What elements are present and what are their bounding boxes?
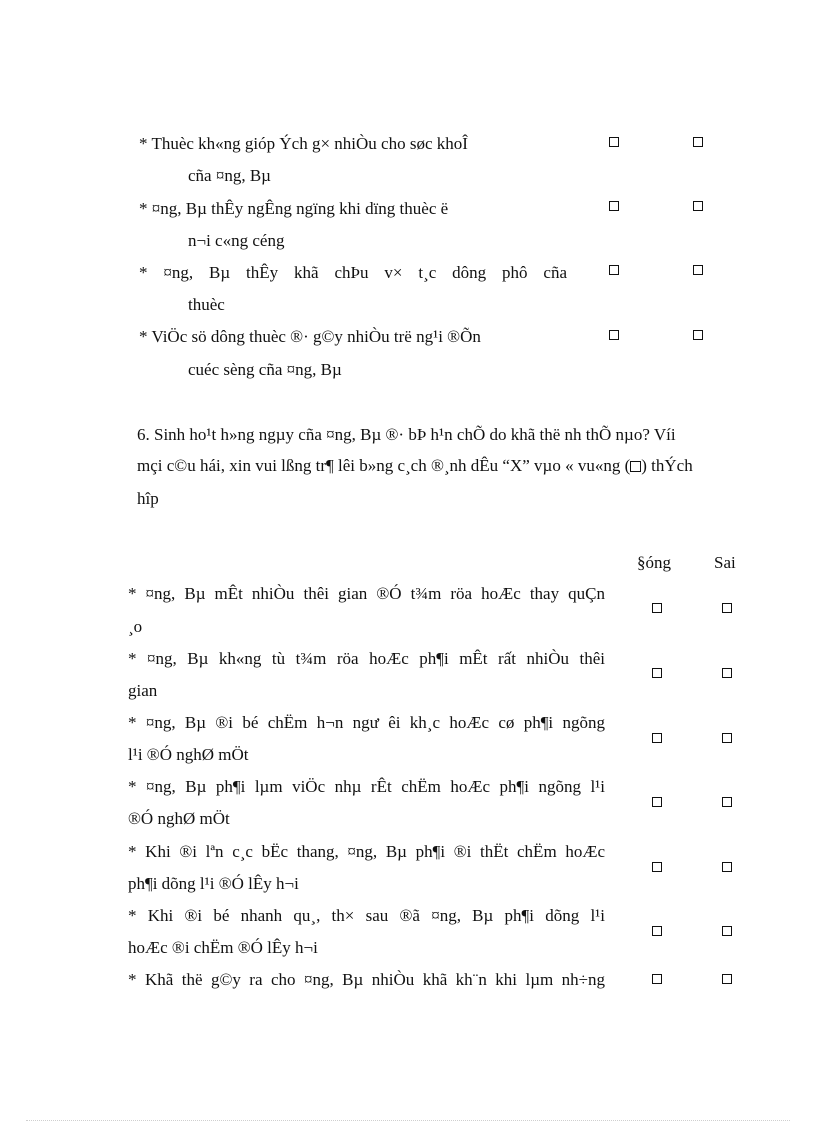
page-bottom-divider: [26, 1120, 790, 1121]
item-b2-line2: gian: [128, 681, 158, 700]
checkbox-a1-true[interactable]: [609, 137, 619, 147]
checkbox-b3-false[interactable]: [722, 733, 732, 743]
checkbox-b4-false[interactable]: [722, 797, 732, 807]
item-b7-line1: * Khã thë g©y ra cho ¤ng, Bµ nhiÒu khã kh¨n khi lµm nh÷ng: [128, 970, 605, 989]
item-b2-line1: * ¤ng, Bµ kh«ng tù t¾m röa hoÆc ph¶i mÊt rất nhiÒu thêi: [128, 649, 605, 668]
checkbox-a4-true[interactable]: [609, 330, 619, 340]
checkbox-b5-false[interactable]: [722, 862, 732, 872]
checkbox-a3-false[interactable]: [693, 265, 703, 275]
item-a2-line2: n¬i c«ng céng: [188, 231, 285, 250]
checkbox-a4-false[interactable]: [693, 330, 703, 340]
checkbox-a2-false[interactable]: [693, 201, 703, 211]
checkbox-b2-false[interactable]: [722, 668, 732, 678]
checkbox-b7-false[interactable]: [722, 974, 732, 984]
question6-line2: [137, 456, 693, 476]
item-a1-line2: cña ¤ng, Bµ: [188, 166, 271, 185]
item-a4-line2: cuéc sèng cña ¤ng, Bµ: [188, 360, 342, 379]
item-a3-line1: * ¤ng, Bµ thÊy khã chÞu v× t¸c dông phô cña: [139, 263, 567, 282]
item-b1-line1: * ¤ng, Bµ mÊt nhiÒu thêi gian ®Ó t¾m röa hoÆc thay quÇn: [128, 584, 605, 603]
item-b3-line2: l¹i ®Ó nghØ mÖt: [128, 745, 249, 764]
checkbox-a3-true[interactable]: [609, 265, 619, 275]
checkbox-b1-true[interactable]: [652, 603, 662, 613]
item-b6-line2: hoÆc ®i chËm ®Ó lÊy h¬i: [128, 938, 318, 957]
item-a4-line1: * ViÖc sö dông thuèc ®· g©y nhiÒu trë ng¹i ®Õn: [139, 327, 481, 346]
item-b5-line1: * Khi ®i lªn c¸c bËc thang, ¤ng, Bµ ph¶i ®i thËt chËm hoÆc: [128, 842, 605, 861]
checkbox-a1-false[interactable]: [693, 137, 703, 147]
item-b4-line1: * ¤ng, Bµ ph¶i lµm viÖc nhµ rÊt chËm hoÆc ph¶i ngõng l¹i: [128, 777, 605, 796]
question6-line2-after: ) thÝch: [641, 456, 693, 475]
checkbox-b7-true[interactable]: [652, 974, 662, 984]
item-a1-line1: * Thuèc kh«ng gióp Ých g× nhiÒu cho søc khoÎ: [139, 134, 468, 153]
item-b4-line2: ®Ó nghØ mÖt: [128, 809, 230, 828]
checkbox-example-icon: [630, 461, 641, 472]
question6-line2-before: mçi c©u hái, xin vui lßng tr¶ lêi b»ng c¸ch ®¸nh dÊu “X” vµo « vu«ng (: [137, 456, 631, 475]
item-a3-line2: thuèc: [188, 295, 225, 314]
question6-line1: 6. Sinh ho¹t h»ng ngµy cña ¤ng, Bµ ®· bÞ h¹n chÕ do khã thë nh thÕ nµo? Víi: [137, 425, 676, 444]
item-b5-line2: ph¶i dõng l¹i ®Ó lÊy h¬i: [128, 874, 299, 893]
checkbox-b4-true[interactable]: [652, 797, 662, 807]
column-header-false: Sai: [714, 553, 736, 572]
checkbox-b6-true[interactable]: [652, 926, 662, 936]
item-b1-line2: ¸o: [128, 617, 143, 636]
item-a2-line1: * ¤ng, Bµ thÊy ngÊng ngïng khi dïng thuèc ë: [139, 199, 449, 218]
checkbox-b3-true[interactable]: [652, 733, 662, 743]
question6-line3: hîp: [137, 489, 159, 508]
checkbox-b5-true[interactable]: [652, 862, 662, 872]
column-header-true: §óng: [637, 553, 671, 572]
item-b6-line1: * Khi ®i bé nhanh qu¸, th× sau ®ã ¤ng, Bµ ph¶i dõng l¹i: [128, 906, 605, 925]
item-b3-line1: * ¤ng, Bµ ®i bé chËm h¬n ngư êi kh¸c hoÆc cø ph¶i ngõng: [128, 713, 605, 732]
checkbox-a2-true[interactable]: [609, 201, 619, 211]
checkbox-b2-true[interactable]: [652, 668, 662, 678]
checkbox-b1-false[interactable]: [722, 603, 732, 613]
checkbox-b6-false[interactable]: [722, 926, 732, 936]
